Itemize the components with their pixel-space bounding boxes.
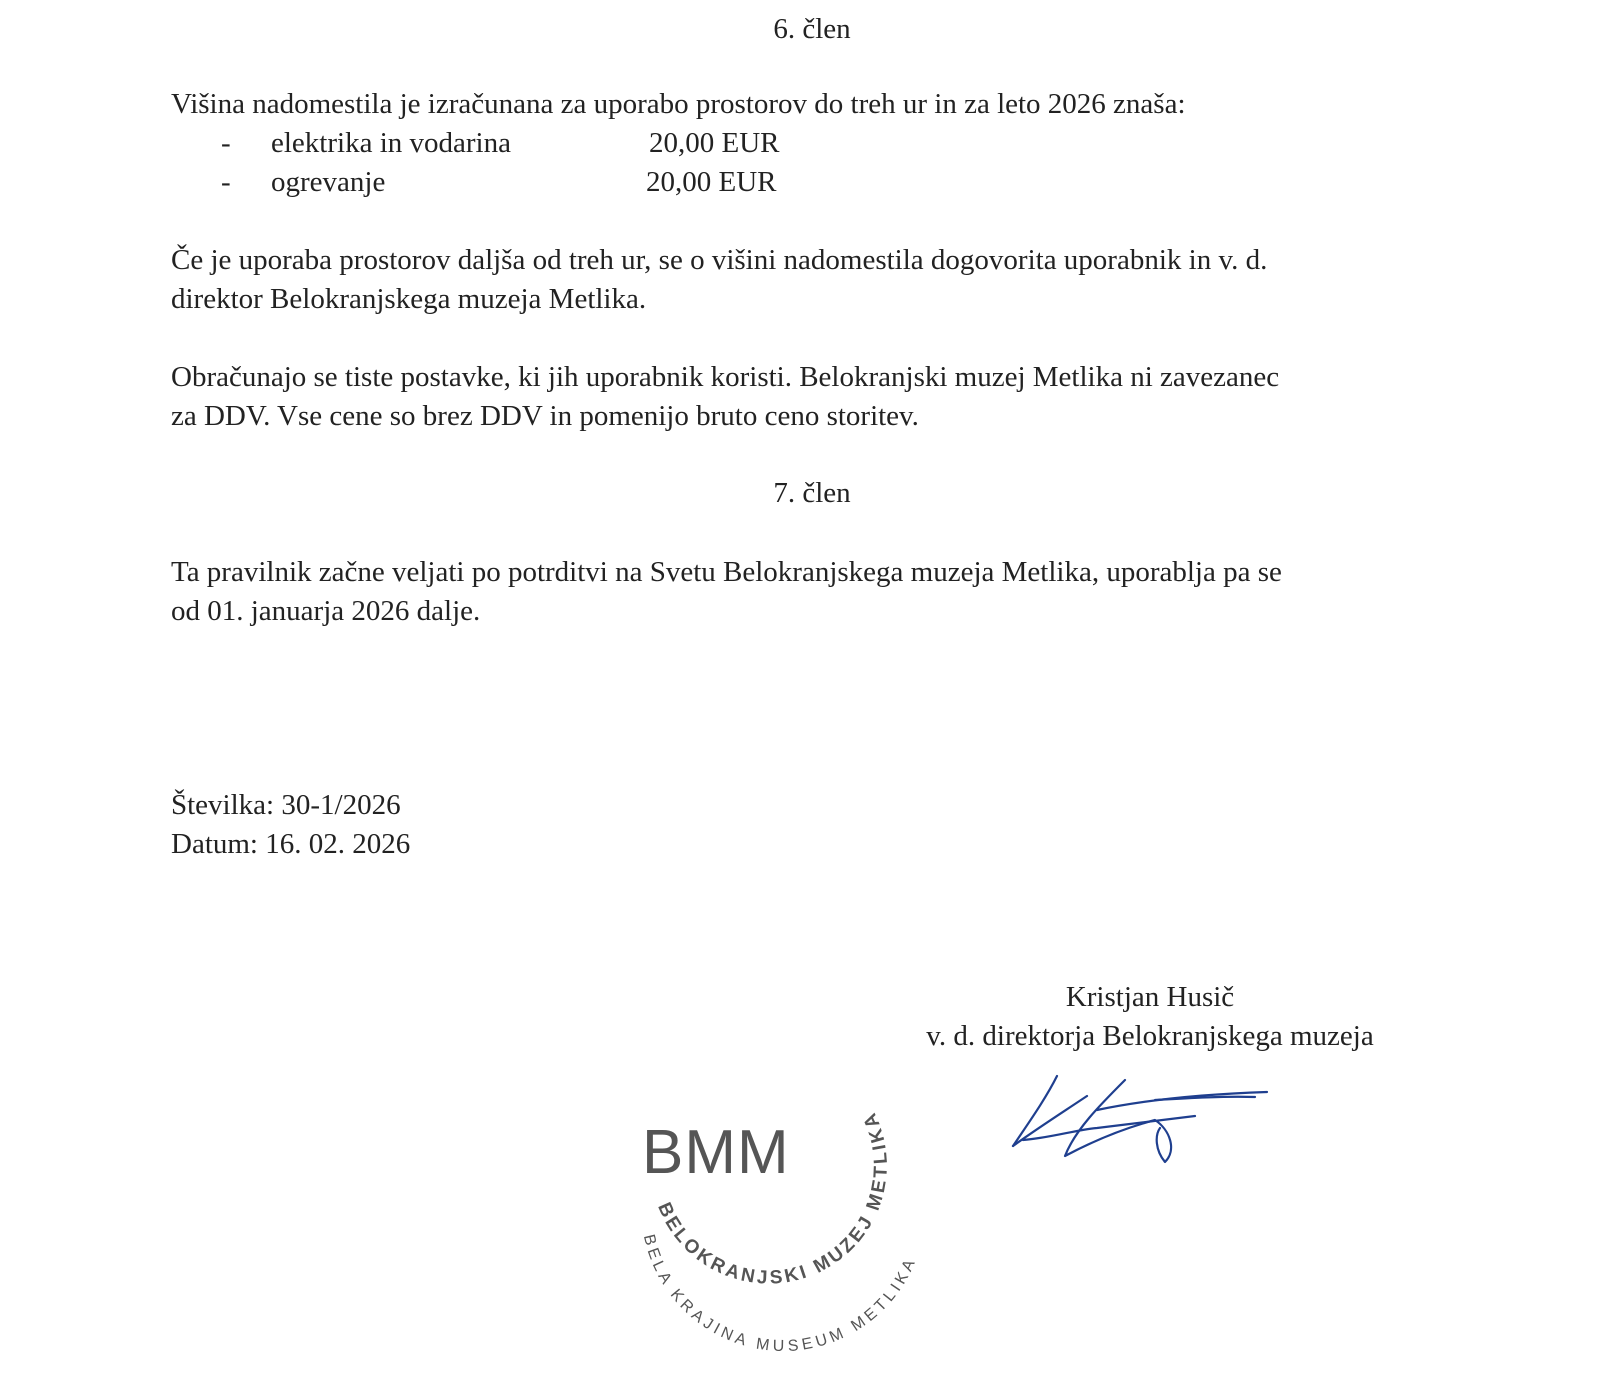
article-6-intro-text: Višina nadomestila je izračunana za uporabo prostorov do treh ur in za leto 2026 znaša: bbox=[171, 88, 1186, 120]
fee-amount: 20,00 EUR bbox=[646, 166, 777, 198]
document-date: Datum: 16. 02. 2026 bbox=[171, 828, 411, 860]
stamp-monogram: BMM bbox=[642, 1118, 790, 1187]
fee-item bbox=[171, 124, 871, 163]
fee-amount: 20,00 EUR bbox=[649, 127, 780, 159]
paragraph-line: Obračunajo se tiste postavke, ki jih uporabnik koristi. Belokranjski muzej Metlika ni zavezanec bbox=[171, 361, 1280, 393]
paragraph-line: Ta pravilnik začne veljati po potrditvi na Svetu Belokranjskega muzeja Metlika, uporablja pa se bbox=[171, 556, 1282, 588]
signer-title: v. d. direktorja Belokranjskega muzeja bbox=[926, 1020, 1374, 1052]
article-7-paragraph bbox=[171, 553, 1491, 631]
document-number: Številka: 30-1/2026 bbox=[171, 789, 401, 821]
paragraph-line: za DDV. Vse cene so brez DDV in pomenijo bruto ceno storitev. bbox=[171, 400, 919, 432]
article-6-paragraph-3 bbox=[171, 358, 1491, 436]
paragraph-line: Če je uporaba prostorov daljša od treh ur, se o višini nadomestila dogovorita uporabnik in v. d. bbox=[171, 244, 1268, 276]
stamp-outer-ring-text: BELA KRAJINA MUSEUM METLIKA bbox=[640, 1232, 921, 1356]
museum-stamp bbox=[640, 1098, 940, 1378]
article-7-heading: 7. člen bbox=[773, 477, 851, 509]
list-dash: - bbox=[221, 166, 231, 198]
fee-label: ogrevanje bbox=[271, 166, 386, 198]
paragraph-line: od 01. januarja 2026 dalje. bbox=[171, 595, 481, 627]
article-6-heading: 6. člen bbox=[773, 13, 851, 45]
stamp-inner-ring-text: BELOKRANJSKI MUZEJ METLIKA bbox=[653, 1107, 893, 1289]
fee-label: elektrika in vodarina bbox=[271, 127, 511, 159]
fee-item bbox=[171, 163, 871, 202]
article-6-intro bbox=[171, 85, 1491, 124]
signer-name: Kristjan Husič bbox=[1065, 981, 1235, 1013]
paragraph-line: direktor Belokranjskega muzeja Metlika. bbox=[171, 283, 647, 315]
list-dash: - bbox=[221, 127, 231, 159]
signature-image bbox=[1005, 1070, 1270, 1165]
article-6-paragraph-2 bbox=[171, 241, 1491, 319]
